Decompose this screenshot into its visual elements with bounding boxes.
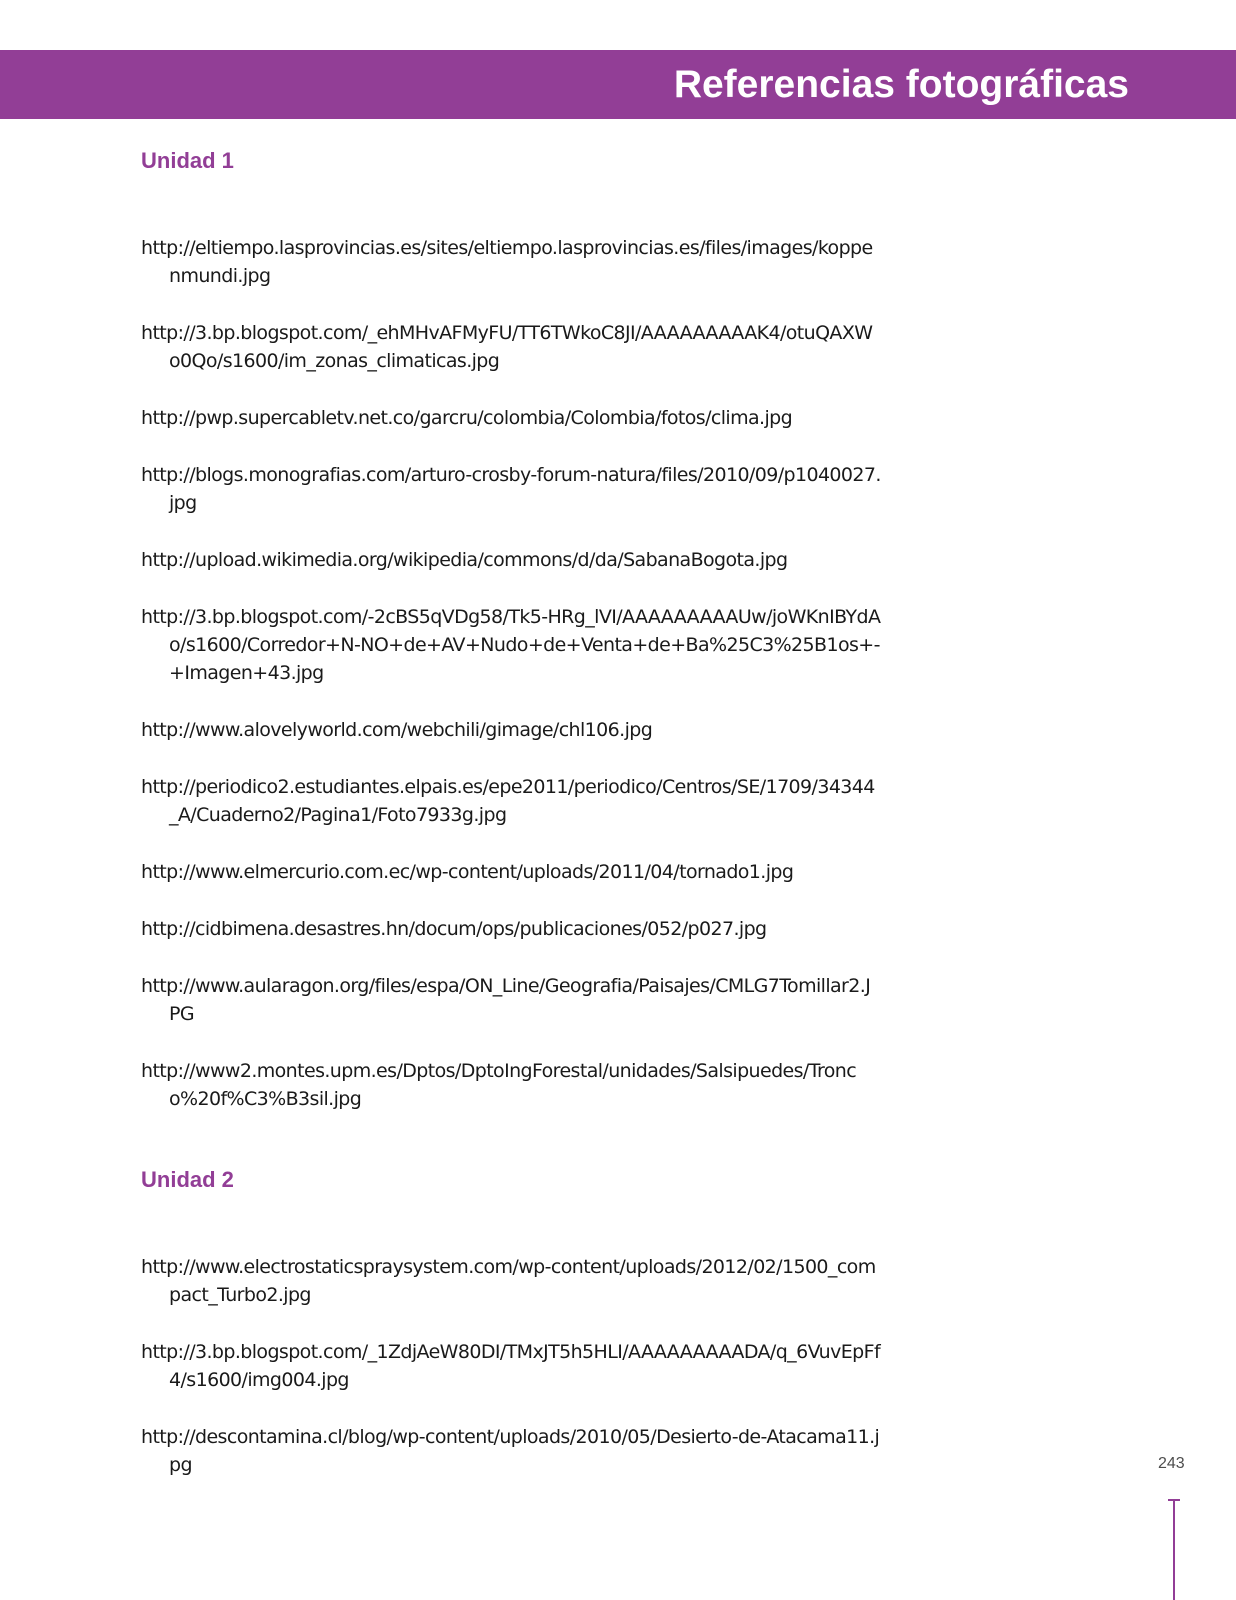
reference-link[interactable]: http://www.alovelyworld.com/webchili/gimage/chl106.jpg	[141, 719, 653, 741]
reference-link[interactable]: http://periodico2.estudiantes.elpais.es/epe2011/periodico/Centros/SE/1709/34344_A/Cuaderno2/Pagina1/Foto7933g.jpg	[141, 776, 875, 826]
reference-link[interactable]: http://3.bp.blogspot.com/_ehMHvAFMyFU/TT6TWkoC8JI/AAAAAAAAAK4/otuQAXWo0Qo/s1600/im_zonas_climaticas.jpg	[141, 322, 873, 372]
margin-rule	[1173, 1499, 1175, 1600]
reference-link[interactable]: http://upload.wikimedia.org/wikipedia/commons/d/da/SabanaBogota.jpg	[141, 549, 788, 571]
reference-link[interactable]: http://www.electrostaticspraysystem.com/wp-content/uploads/2012/02/1500_compact_Turbo2.jpg	[141, 1256, 876, 1306]
reference-link[interactable]: http://3.bp.blogspot.com/_1ZdjAeW80DI/TMxJT5h5HLI/AAAAAAAAADA/q_6VuvEpFf4/s1600/img004.jpg	[141, 1341, 881, 1391]
page-title: Referencias fotográficas	[673, 63, 1129, 106]
page-number: 243	[1158, 1455, 1185, 1472]
reference-link[interactable]: http://www.elmercurio.com.ec/wp-content/uploads/2011/04/tornado1.jpg	[141, 861, 794, 883]
reference-link[interactable]: http://www.aularagon.org/files/espa/ON_Line/Geografia/Paisajes/CMLG7Tomillar2.JPG	[141, 975, 871, 1025]
reference-link[interactable]: http://3.bp.blogspot.com/-2cBS5qVDg58/Tk5-HRg_lVI/AAAAAAAAAUw/joWKnIBYdAo/s1600/Corredor+N-NO+de+AV+Nudo+de+Venta+de+Ba%25C3%25B1os+-+Imagen+43.jpg	[141, 606, 881, 684]
reference-link[interactable]: http://pwp.supercabletv.net.co/garcru/colombia/Colombia/fotos/clima.jpg	[141, 407, 793, 429]
reference-link[interactable]: http://www2.montes.upm.es/Dptos/DptoIngForestal/unidades/Salsipuedes/Tronco%20f%C3%B3sil.jpg	[141, 1060, 857, 1110]
reference-list-unidad-2	[141, 1253, 881, 1508]
reference-link[interactable]: http://eltiempo.lasprovincias.es/sites/eltiempo.lasprovincias.es/files/images/koppenmundi.jpg	[141, 237, 873, 287]
reference-link[interactable]: http://blogs.monografias.com/arturo-crosby-forum-natura/files/2010/09/p1040027.jpg	[141, 464, 881, 514]
header-band	[0, 50, 1236, 119]
reference-link[interactable]: http://cidbimena.desastres.hn/docum/ops/publicaciones/052/p027.jpg	[141, 918, 767, 940]
section-heading-unidad-2: Unidad 2	[141, 1167, 234, 1192]
reference-list-unidad-1	[141, 234, 881, 1142]
section-heading-unidad-1: Unidad 1	[141, 148, 234, 173]
reference-link[interactable]: http://descontamina.cl/blog/wp-content/uploads/2010/05/Desierto-de-Atacama11.jpg	[141, 1426, 880, 1476]
